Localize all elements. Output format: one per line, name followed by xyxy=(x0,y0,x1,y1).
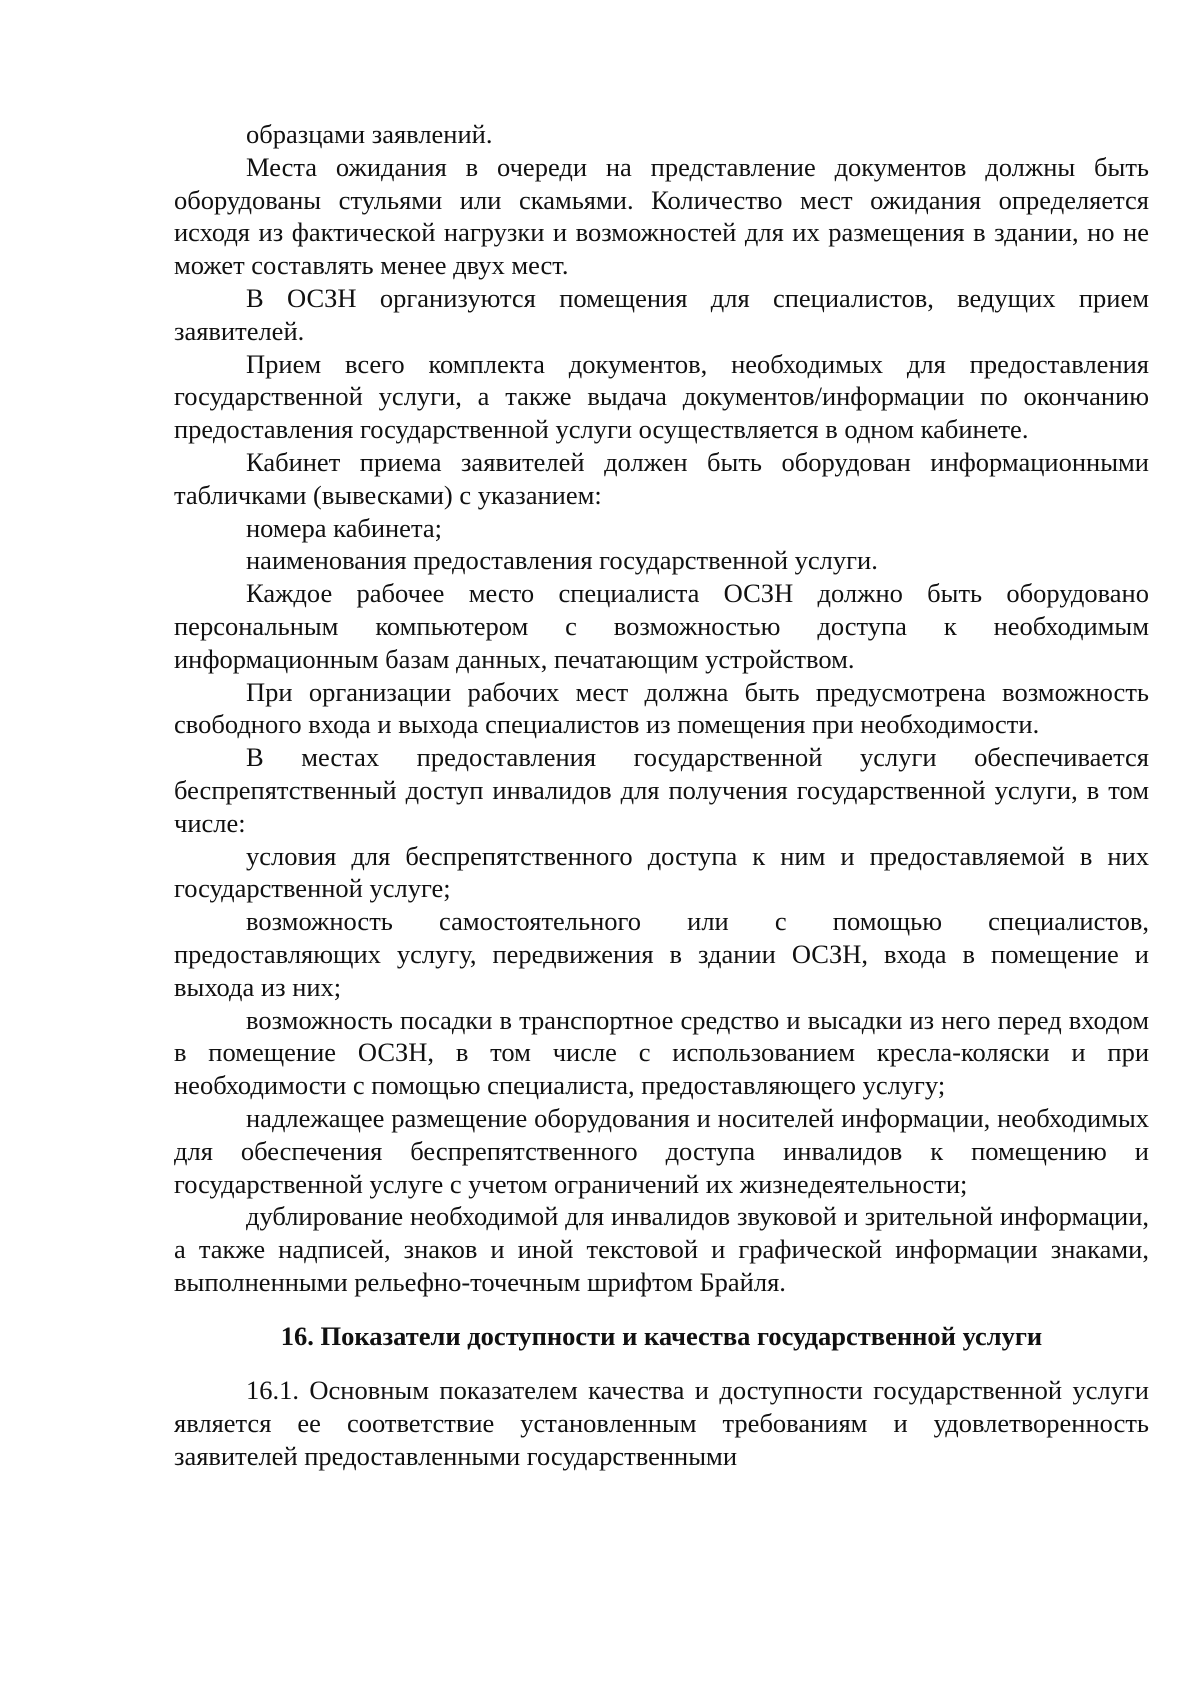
list-item-equipment-placement: надлежащее размещение оборудования и носителей информации, необходимых для обеспечения беспрепятственного доступа инвалидов к помещению и государственной услуге с учетом ограничений их жизнедеятельности; xyxy=(174,1102,1149,1199)
paragraph-document-reception: Прием всего комплекта документов, необходимых для предоставления государственной услуги, а также выдача документов/информации по окончанию предоставления государственной услуги осуществляется в одном кабинете. xyxy=(174,348,1149,445)
list-item-braille: дублирование необходимой для инвалидов звуковой и зрительной информации, а также надписей, знаков и иной текстовой и графической информации знаками, выполненными рельефно-точечным шрифтом Брайля. xyxy=(174,1201,1149,1297)
paragraph-section-16-1: 16.1. Основным показателем качества и доступности государственной услуги является ее соответствие установленным требованиям и удовлетворенность заявителей предоставленными государственными xyxy=(174,1375,1149,1472)
paragraph-workplace-equipment: Каждое рабочее место специалиста ОСЗН должно быть оборудовано персональным компьютером с возможностью доступа к необходимым информационным базам данных, печатающим устройством. xyxy=(174,578,1149,674)
list-item-office-number: номера кабинета; xyxy=(246,512,442,543)
document-page xyxy=(174,118,1149,1473)
paragraph-workplace-organization: При организации рабочих мест должна быть предусмотрена возможность свободного входа и выхода специалистов из помещения при необходимости. xyxy=(174,676,1149,740)
paragraph-office-signs: Кабинет приема заявителей должен быть оборудован информационными табличками (вывесками) с указанием: xyxy=(174,446,1149,510)
list-item-transport: возможность посадки в транспортное средство и высадки из него перед входом в помещение ОСЗН, в том числе с использованием кресла-коляски и при необходимости с помощью специалиста, предоставляющего услугу; xyxy=(174,1004,1149,1101)
section-heading: 16. Показатели доступности и качества государственной услуги xyxy=(280,1320,1043,1351)
paragraph-specialist-rooms: В ОСЗН организуются помещения для специалистов, ведущих прием заявителей. xyxy=(174,282,1149,346)
paragraph-disabled-access: В местах предоставления государственной услуги обеспечивается беспрепятственный доступ инвалидов для получения государственной услуги, в том числе: xyxy=(174,742,1149,838)
list-item-access-conditions: условия для беспрепятственного доступа к ним и предоставляемой в них государственной услуге; xyxy=(174,840,1149,904)
paragraph-sample-forms: образцами заявлений. xyxy=(246,119,493,149)
list-item-service-name: наименования предоставления государственной услуги. xyxy=(246,545,878,576)
list-item-movement: возможность самостоятельного или с помощью специалистов, предоставляющих услугу, передвижения в здании ОСЗН, входа в помещение и выхода из них; xyxy=(174,906,1149,1002)
paragraph-waiting-places: Места ожидания в очереди на представление документов должны быть оборудованы стульями или скамьями. Количество мест ожидания определяется исходя из фактической нагрузки и возможностей для их размещения в здании, но не может составлять менее двух мест. xyxy=(174,151,1149,281)
